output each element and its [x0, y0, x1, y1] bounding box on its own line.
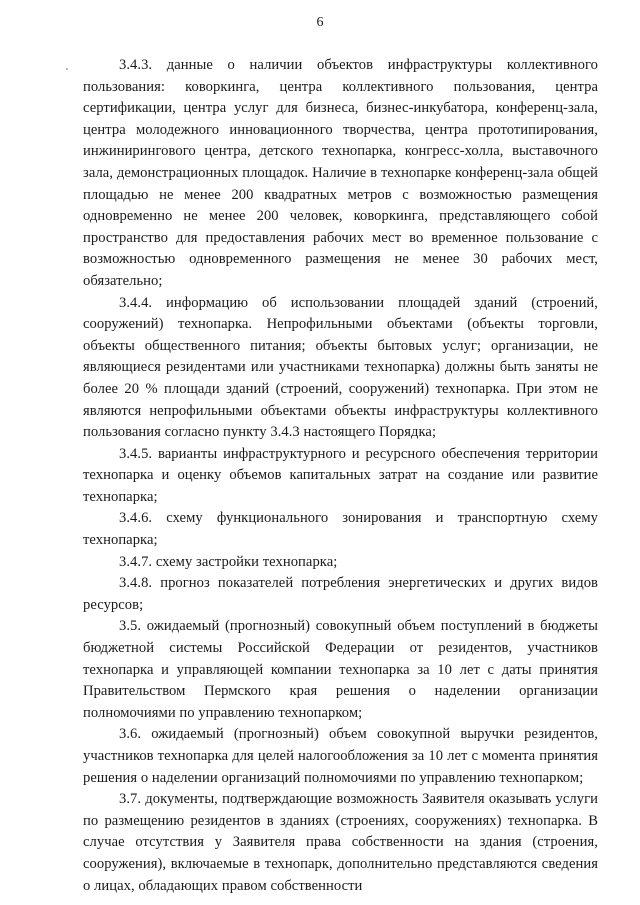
- paragraph-3-6: 3.6. ожидаемый (прогнозный) объем совокупной выручки резидентов, участников технопарка для целей налогообложения за 10 лет с момента принятия решения о наделении организаций полномочиями по управлению технопарком;: [83, 726, 598, 786]
- paragraph-3-4-5: 3.4.5. варианты инфраструктурного и ресурсного обеспечения территории технопарка и оценку объемов капитальных затрат на создание или развитие технопарка;: [83, 445, 598, 505]
- paragraph-3-4-3: 3.4.3. данные о наличии объектов инфраструктуры коллективного пользования: коворкинга, центра коллективного пользования, центра сертификации, центра услуг для бизнеса, бизнес-инкубатора, конференц-зала, центра молодежного инновационного творчества, центра прототипирования, инжинирингового центра, детского технопарка, конгресс-холла, выставочного зала, демонстрационных площадок. Наличие в технопарке конференц-зала общей площадью не менее 200 квадратных метров с возможностью размещения одновременно не менее 200 человек, коворкинга, представляющего собой пространство для предоставления рабочих мест во временное пользование с возможностью одновременного размещения не менее 30 рабочих мест, обязательно;: [83, 57, 598, 289]
- document-body: [83, 55, 598, 897]
- paragraph-3-4-8: 3.4.8. прогноз показателей потребления энергетических и других видов ресурсов;: [83, 575, 598, 613]
- paragraph-3-4-4: 3.4.4. информацию об использовании площадей зданий (строений, сооружений) технопарка. Непрофильными объектами (объекты торговли, объекты общественного питания; объекты бытовых услуг; организации, не являющиеся резидентами или участниками технопарка) должны быть заняты не более 20 % площади зданий (строений, сооружений) технопарка. При этом не являются непрофильными объектами объекты инфраструктуры коллективного пользования согласно пункту 3.4.3 настоящего Порядка;: [83, 294, 598, 441]
- paragraph-3-4-7: 3.4.7. схему застройки технопарка;: [119, 553, 338, 570]
- paragraph-3-4-6: 3.4.6. схему функционального зонирования и транспортную схему технопарка;: [83, 510, 598, 549]
- page-number: 6: [316, 15, 324, 30]
- paragraph-3-7: 3.7. документы, подтверждающие возможность Заявителя оказывать услуги по размещению резидентов в зданиях (строениях, сооружениях) технопарка. В случае отсутствия у Заявителя права собственности на здания (строения, сооружения), включаемые в технопарк, дополнительно представляются сведения о лицах, обладающих правом собственности: [83, 791, 598, 894]
- scan-speck: [66, 68, 68, 70]
- paragraph-3-5: 3.5. ожидаемый (прогнозный) совокупный объем поступлений в бюджеты бюджетной системы Российской Федерации от резидентов, участников технопарка и управляющей компании технопарка за 10 лет с даты принятия Правительством Пермского края решения о наделении организации полномочиями по управлению технопарком;: [83, 618, 598, 721]
